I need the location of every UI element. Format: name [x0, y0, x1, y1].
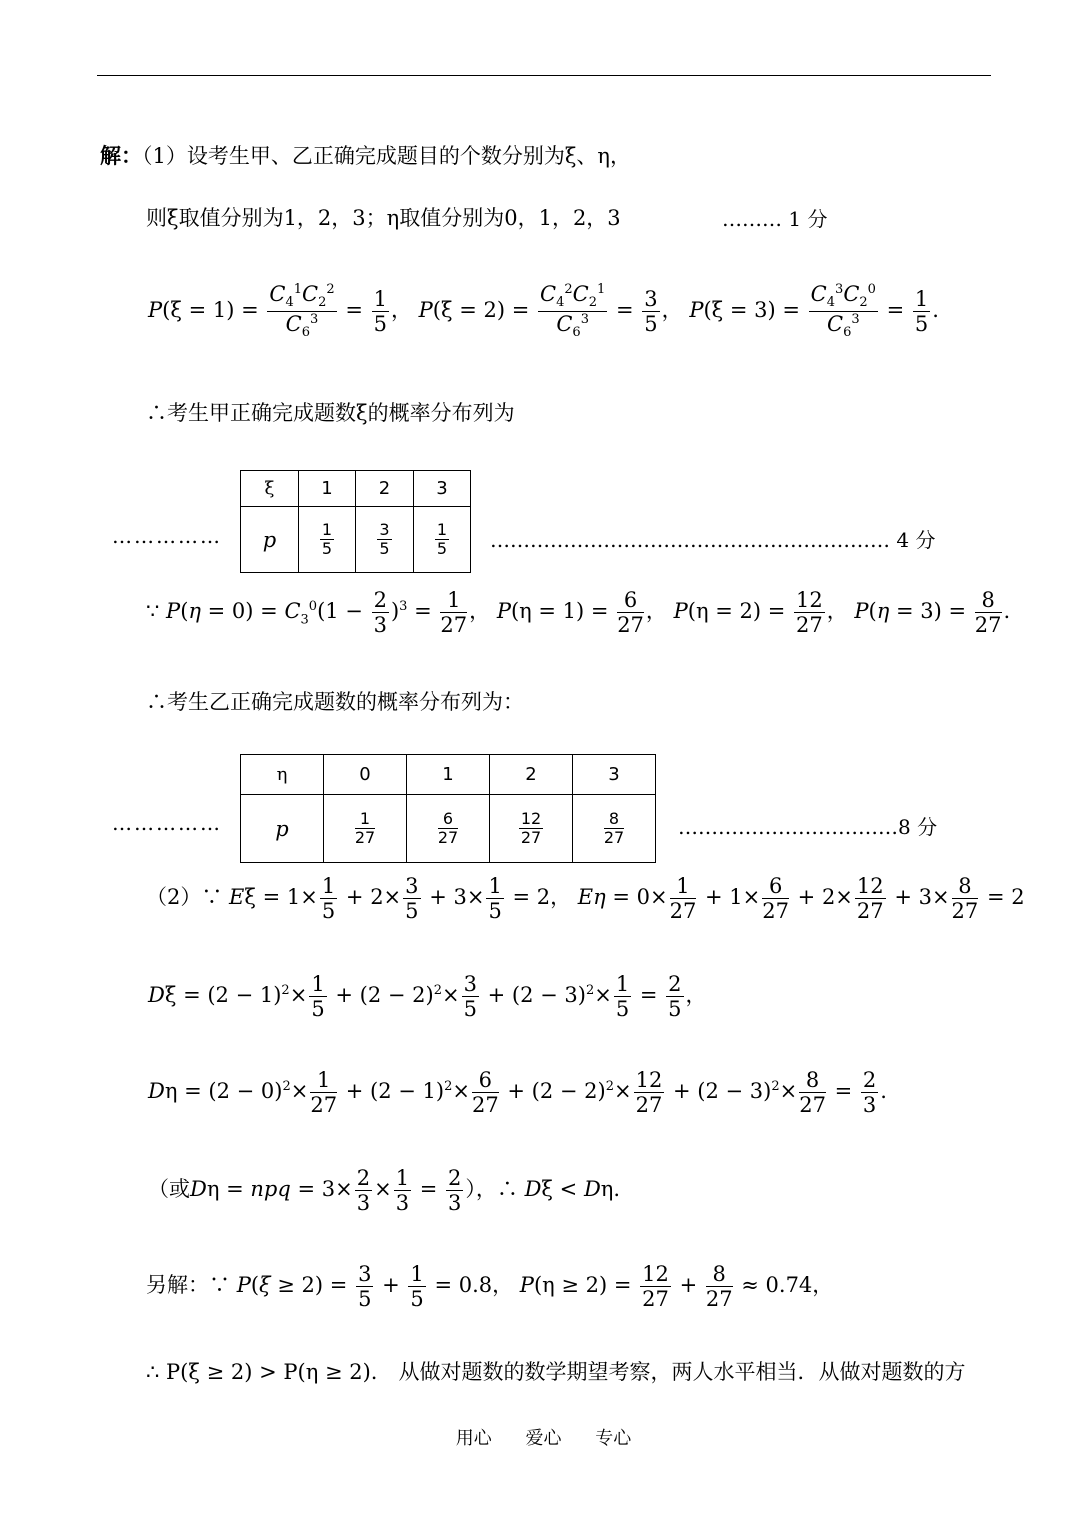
intro-line: [100, 140, 631, 170]
header-rule: [97, 75, 991, 76]
expectation-line: （2）∵ Eξ = 1× $\frac{1}{5}$ + 2× $\frac{3}{5}$ + 3× $\frac{1}{5}$ = 2， Eη = 0× $\frac{1}{27}$ + 1× $\frac{6}{27}$ + 2× $\frac{12}{27}$ + 3× $\frac{8}{27}$ = 2: [146, 874, 1025, 924]
values-text: 则ξ取值分别为1，2，3；η取值分别为0，1，2，3: [146, 206, 621, 230]
eta-value-cell: 0: [324, 755, 407, 795]
footer-word: 用心: [455, 1428, 492, 1449]
footer-word: 爱心: [525, 1428, 562, 1449]
alt-variance-line: （或Dη = npq = 3× $\frac{2}{3}$ × $\frac{1}{3}$ = $\frac{2}{3}$ ），∴ Dξ < Dη.: [148, 1166, 621, 1216]
variance-eta-line: $D\eta = (2 - 0)^2\times$ $\frac{1}{27}$ + $(2 - 1)^2\times$ $\frac{6}{27}$ + $(2 - 2)^2\times$ $\frac{12}{27}$ + $(2 - 3)^2\times$ $\frac{8}{27}$ = $\frac{2}{3}$ .: [148, 1068, 887, 1118]
xi-prob-cell: $\frac{1}{5}$: [414, 507, 471, 573]
variance-xi-line: $D\xi = (2 - 1)^2\times$ $\frac{1}{5}$ + $(2 - 2)^2\times$ $\frac{3}{5}$ + $(2 - 3)^2\times$ $\frac{1}{5}$ = $\frac{2}{5}$ ，: [148, 972, 707, 1022]
intro-text: （1）设考生甲、乙正确完成题目的个数分别为ξ、η，: [142, 144, 632, 168]
eta-header-cell: η: [241, 755, 324, 795]
eta-probs-line: ∵ $P(\eta = 0) = C_3^0(1$ − $\frac{2}{3}$ )$^3$ = $\frac{1}{27}$ ， P(η = 1) = $\frac{6}{27}$ ， P(η = 2) = $\frac{12}{27}$ ， P(η = 3) = $\frac{8}{27}$ .: [146, 588, 1011, 638]
footer-word: 专心: [595, 1428, 632, 1449]
eta-value-cell: 3: [573, 755, 656, 795]
score-4: …………………………………………………… 4 分: [490, 528, 936, 552]
page-footer: [0, 1424, 1087, 1450]
eta-prob-cell: $\frac{8}{27}$: [573, 795, 656, 863]
xi-value-cell: 2: [356, 471, 414, 507]
xi-probs-line: P(ξ = 1) = $\frac{C_4^1C_2^2}{C_6^3}$ = $\frac{1}{5}$ ， P(ξ = 2) = $\frac{C_4^2C_2^1}{C_6^3}$ = $\frac{3}{5}$ ， P(ξ = 3) = $\frac{C_4^3C_2^0}{C_6^3}$ = $\frac{1}{5}$ .: [148, 282, 939, 341]
eta-prob-cell: $\frac{6}{27}$: [407, 795, 490, 863]
eta-dist-title: ∴考生乙正确完成题数的概率分布列为：: [146, 690, 524, 714]
xi-prob-cell: $\frac{3}{5}$: [356, 507, 414, 573]
xi-dist-title: ∴考生甲正确完成题数ξ的概率分布列为: [146, 401, 515, 425]
eta-value-cell: 2: [490, 755, 573, 795]
conclusion-line: ∴ P(ξ ≥ 2) > P(η ≥ 2). 从做对题数的数学期望考察，两人水平相当．从做对题数的方: [146, 1360, 966, 1384]
xi-header-cell: ξ: [241, 471, 299, 507]
eta-prob-cell: $\frac{1}{27}$: [324, 795, 407, 863]
xi-value-cell: 3: [414, 471, 471, 507]
xi-distribution-table: [240, 470, 471, 573]
eta-table-lead: ……………: [112, 811, 222, 835]
eta-value-cell: 1: [407, 755, 490, 795]
score-1: ……… 1 分: [722, 207, 828, 231]
solution-label: 解：: [100, 143, 142, 168]
values-line: [146, 202, 621, 232]
xi-value-cell: 1: [299, 471, 356, 507]
xi-p-label: p: [241, 507, 299, 573]
eta-distribution-table: [240, 754, 656, 863]
alt-solution-line: 另解：∵ P(ξ ≥ 2) = $\frac{3}{5}$ + $\frac{1}{5}$ = 0.8， P(η ≥ 2) = $\frac{12}{27}$ + $\frac{8}{27}$ ≈ 0.74，: [146, 1262, 834, 1312]
eta-p-label: p: [241, 795, 324, 863]
score-8: ……………………………8 分: [678, 815, 938, 839]
eta-prob-cell: $\frac{12}{27}$: [490, 795, 573, 863]
xi-prob-cell: $\frac{1}{5}$: [299, 507, 356, 573]
xi-table-lead: ……………: [112, 524, 222, 548]
